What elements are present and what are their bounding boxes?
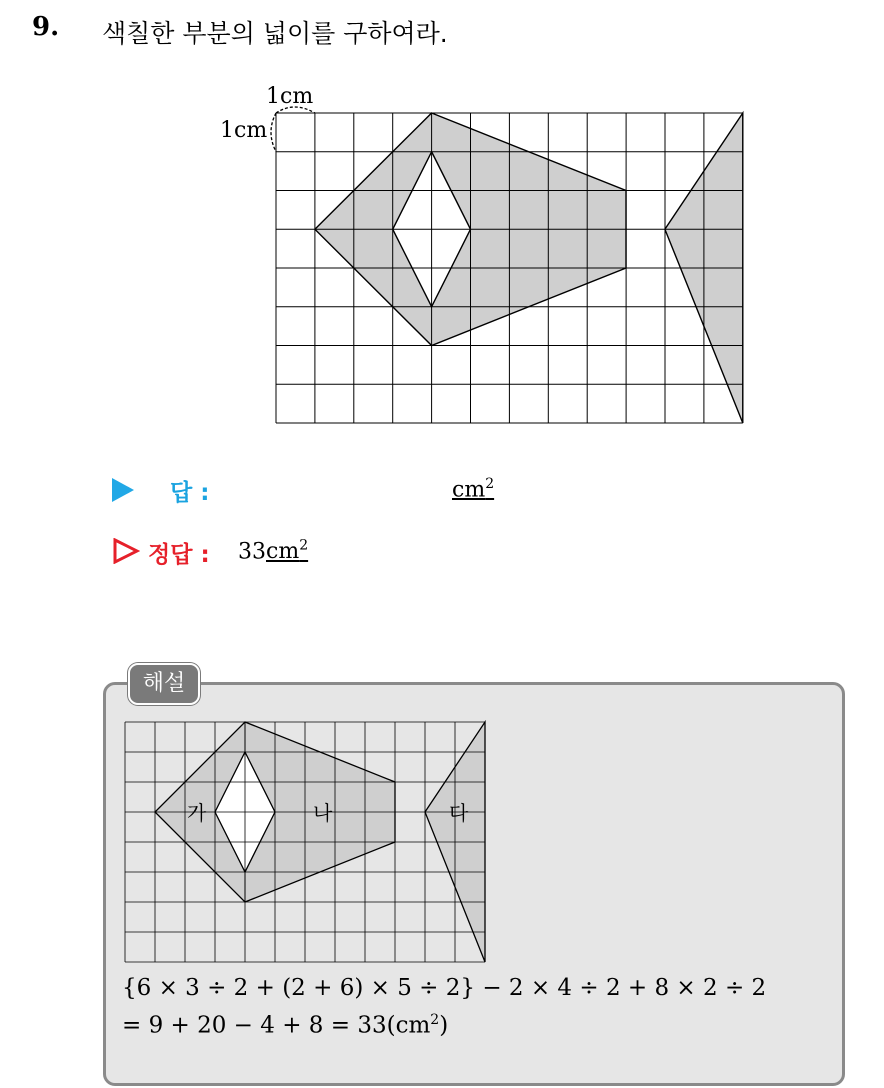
correct-marker-icon [112,538,140,564]
explanation-figure [118,712,498,972]
cm-arc-left [271,113,276,152]
correct-label: 정답 : [148,542,210,568]
cm-arc-top [276,107,315,113]
region-label-ga: 가 [187,801,207,825]
grid-lines [276,113,743,423]
answer-label: 답 : [170,480,210,506]
correct-value: $33cm^2$ [238,538,309,565]
grid-label-left: 1cm [220,118,268,143]
explanation-equation-2: = $9 + 20 - 4 + 8 = 33(cm^2)$ [122,1012,449,1039]
explanation-equation-1: {6 × 3 ÷ 2 + (2 + 6) × 5 ÷ 2} − 2 × 4 ÷ 2 + 8 × 2 ÷ 2 [122,975,767,1001]
region-label-na: 나 [313,801,333,825]
grid-lines [125,722,485,962]
explanation-tag: 해설 [128,663,200,705]
answer-marker-icon [112,478,134,502]
grid-label-top: 1cm [266,84,314,109]
answer-unit: $cm^2$ [452,476,495,503]
question-number: 9. [32,12,60,42]
region-label-da: 다 [449,801,469,825]
main-figure [260,100,760,440]
question-text: 색칠한 부분의 넓이를 구하여라. [102,19,448,48]
